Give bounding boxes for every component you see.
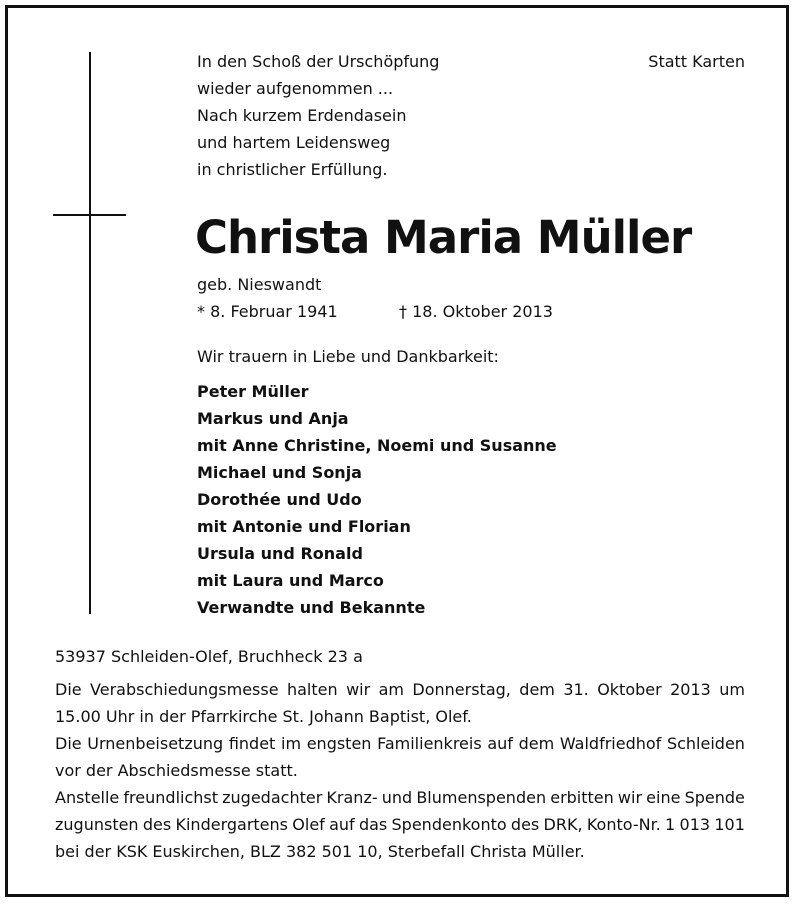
poem-line: In den Schoß der Urschöpfung [197,52,440,71]
service-line [55,730,745,757]
mourner-entry: mit Anne Christine, Noemi und Susanne [197,436,557,455]
word: wir [346,680,371,699]
service-line [55,784,745,811]
word: DRK, [543,815,583,834]
word: Anstelle [55,788,120,807]
service-line [55,676,745,703]
service-details [55,676,745,865]
word: freundlichst [123,788,218,807]
mourner-entry: Michael und Sonja [197,463,362,482]
statt-karten-label: Statt Karten [648,52,745,71]
word: halten [286,680,338,699]
word: Donnerstag, [412,680,511,699]
poem-line: und hartem Leidensweg [197,133,391,152]
service-line: vor der Abschiedsmesse statt. [55,761,298,780]
poem [197,48,439,183]
word: des [510,815,540,834]
poem-line: in christlicher Erfüllung. [197,160,388,179]
mourner-entry: Markus und Anja [197,409,349,428]
family-address: 53937 Schleiden-Olef, Bruchheck 23 a [55,647,363,666]
mourner-entry: Dorothée und Udo [197,490,362,509]
mourning-intro: Wir trauern in Liebe und Dankbarkeit: [197,347,499,366]
word: am [378,680,404,699]
poem-line: wieder aufgenommen ... [197,79,394,98]
word: auf [487,734,513,753]
word: zugunsten [55,815,139,834]
word: 101 [714,815,745,834]
word: auf [329,815,355,834]
word: Olef [292,815,325,834]
mourners-list [197,378,557,621]
word: 2013 [670,680,711,699]
word: 1 [665,815,676,834]
word: Die [55,734,82,753]
death-date: † 18. Oktober 2013 [399,302,553,321]
word: Oktober [597,680,662,699]
mourner-entry: Verwandte und Bekannte [197,598,426,617]
word: zugedachter [222,788,323,807]
word: des [142,815,172,834]
word: Konto-Nr. [586,815,661,834]
word: eine [646,788,681,807]
word: um [719,680,745,699]
word: Spende [684,788,745,807]
cross-vertical-bar [89,52,91,614]
word: Kindergartens [175,815,288,834]
service-line: bei der KSK Euskirchen, BLZ 382 501 10, Sterbefall Christa Müller. [55,842,585,861]
word: findet [228,734,276,753]
word: und [381,788,413,807]
mourner-entry: Ursula und Ronald [197,544,363,563]
word: im [281,734,302,753]
word: dem [518,734,555,753]
word: Die [55,680,82,699]
word: dem [519,680,555,699]
deceased-name: Christa Maria Müller [195,211,692,264]
birth-date: * 8. Februar 1941 [197,302,338,321]
mourner-entry: Peter Müller [197,382,309,401]
word: wir [617,788,643,807]
word: Kranz- [326,788,378,807]
poem-line: Nach kurzem Erdendasein [197,106,407,125]
mourner-entry: mit Antonie und Florian [197,517,411,536]
word: Verabschiedungsmesse [90,680,279,699]
word: Blumenspenden [416,788,547,807]
word: das [358,815,388,834]
word: Schleiden [666,734,745,753]
word: engsten [306,734,372,753]
word: 013 [679,815,711,834]
word: Spendenkonto [391,815,507,834]
service-line [55,811,745,838]
mourner-entry: mit Laura und Marco [197,571,384,590]
word: Waldfriedhof [559,734,662,753]
birth-name: geb. Nieswandt [197,275,322,294]
word: Familienkreis [377,734,482,753]
service-line: 15.00 Uhr in der Pfarrkirche St. Johann Baptist, Olef. [55,707,472,726]
word: erbitten [550,788,614,807]
word: Urnenbeisetzung [87,734,224,753]
word: 31. [563,680,589,699]
cross-horizontal-bar [53,214,126,216]
